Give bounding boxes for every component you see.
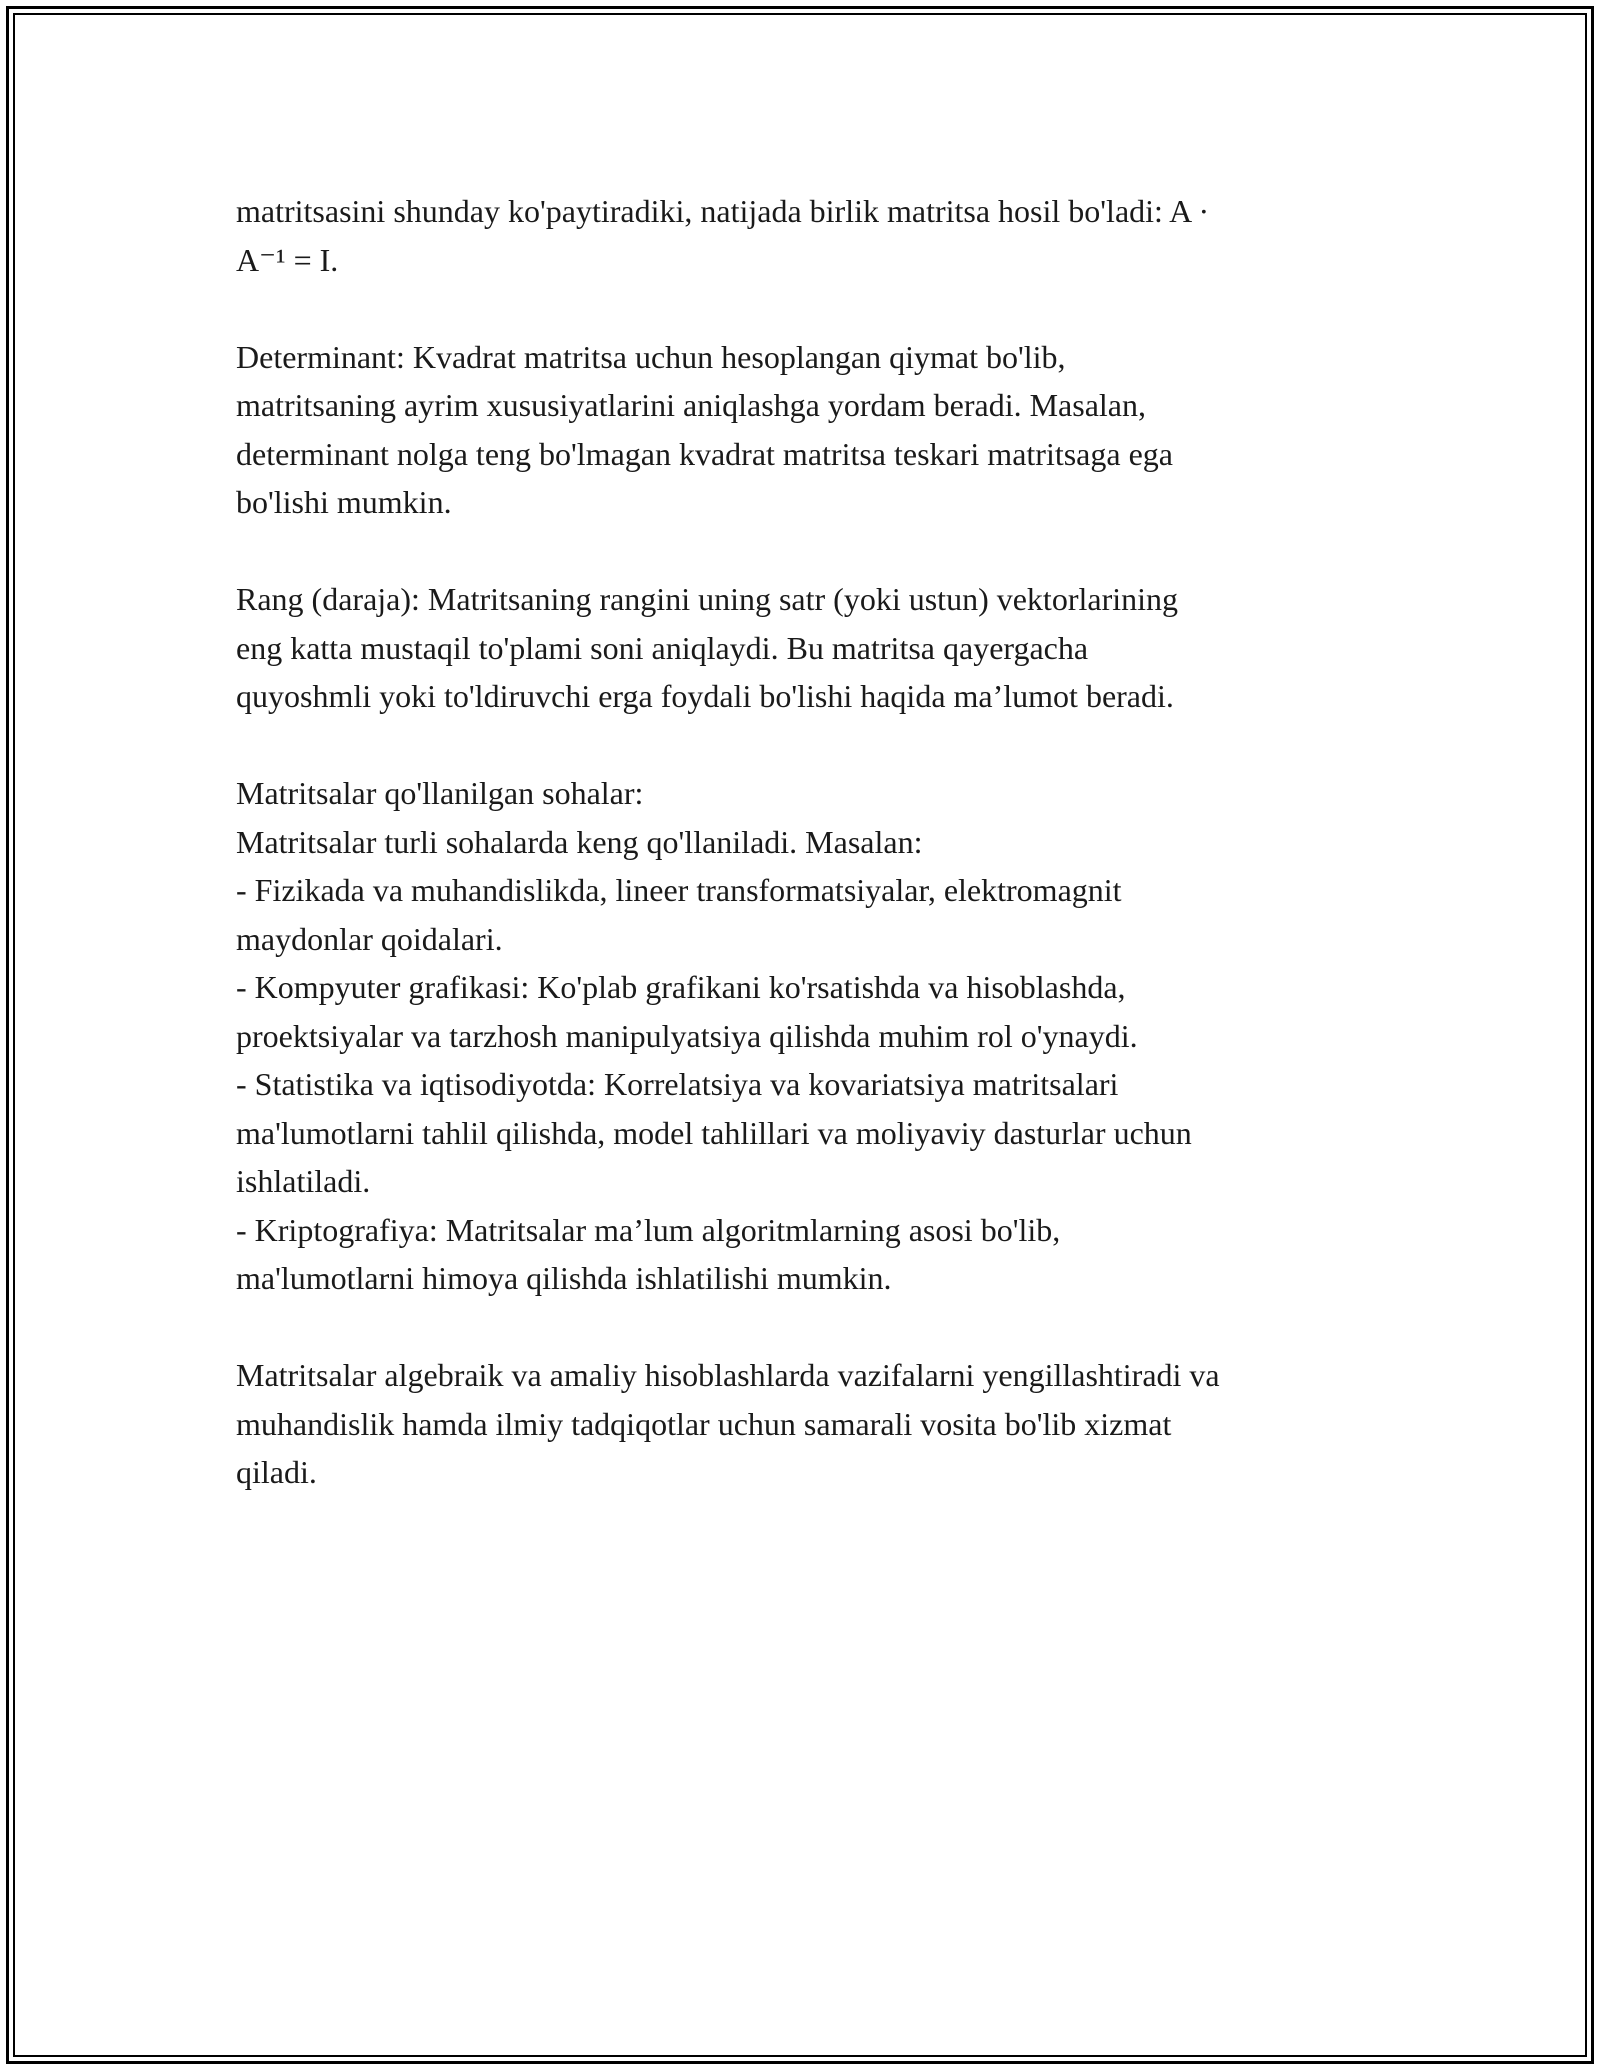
text-line: Matritsalar qo'llanilgan sohalar: <box>236 775 644 811</box>
text-line: muhandislik hamda ilmiy tadqiqotlar uchun samarali vosita bo'lib xizmat <box>236 1405 1172 1442</box>
text-line: Determinant: Kvadrat matritsa uchun hesoplangan qiymat bo'lib, <box>236 338 1066 375</box>
text-line: A⁻¹ = I. <box>236 241 339 278</box>
list-item-computer-graphics: - Kompyuter grafikasi: Ko'plab grafikani ko'rsatishda va hisoblashda, <box>236 969 1126 1005</box>
paragraph-rank <box>236 575 1366 721</box>
list-item-physics: - Fizikada va muhandislikda, lineer transformatsiyalar, elektromagnit <box>236 872 1122 908</box>
text-line: determinant nolga teng bo'lmagan kvadrat matritsa teskari matritsaga ega <box>236 435 1173 472</box>
text-line: Rang (daraja): Matritsaning rangini uning satr (yoki ustun) vektorlarining <box>236 581 1178 617</box>
list-item-statistics: - Statistika va iqtisodiyotda: Korrelatsiya va kovariatsiya matritsalari <box>236 1066 1119 1102</box>
text-line: Matritsalar algebraik va amaliy hisoblashlarda vazifalarni yengillashtiradi va <box>236 1357 1220 1393</box>
paragraph-conclusion <box>236 1351 1366 1497</box>
document-body <box>236 187 1366 1545</box>
text-line: quyoshmli yoki to'ldiruvchi erga foydali bo'lishi haqida ma’lumot beradi. <box>236 678 1174 714</box>
text-line: eng katta mustaqil to'plami soni aniqlaydi. Bu matritsa qayergacha <box>236 629 1089 666</box>
text-line: Matritsalar turli sohalarda keng qo'llaniladi. Masalan: <box>236 823 923 860</box>
paragraph-determinant <box>236 333 1366 527</box>
text-line: matritsaning ayrim xususiyatlarini aniqlashga yordam beradi. Masalan, <box>236 387 1146 423</box>
text-line: qiladi. <box>236 1454 317 1490</box>
text-line: maydonlar qoidalari. <box>236 920 503 957</box>
text-line: bo'lishi mumkin. <box>236 484 452 520</box>
text-line: matritsasini shunday ko'paytiradiki, natijada birlik matritsa hosil bo'ladi: A · <box>236 193 1210 229</box>
list-item-cryptography: - Kriptografiya: Matritsalar ma’lum algoritmlarning asosi bo'lib, <box>236 1211 1061 1248</box>
text-line: ishlatiladi. <box>236 1163 371 1199</box>
paragraph-applications <box>236 769 1366 1303</box>
text-line: ma'lumotlarni tahlil qilishda, model tahlillari va moliyaviy dasturlar uchun <box>236 1114 1192 1151</box>
text-line: proektsiyalar va tarzhosh manipulyatsiya qilishda muhim rol o'ynaydi. <box>236 1017 1138 1054</box>
text-line: ma'lumotlarni himoya qilishda ishlatilishi mumkin. <box>236 1260 892 1296</box>
paragraph-inverse-matrix <box>236 187 1366 284</box>
